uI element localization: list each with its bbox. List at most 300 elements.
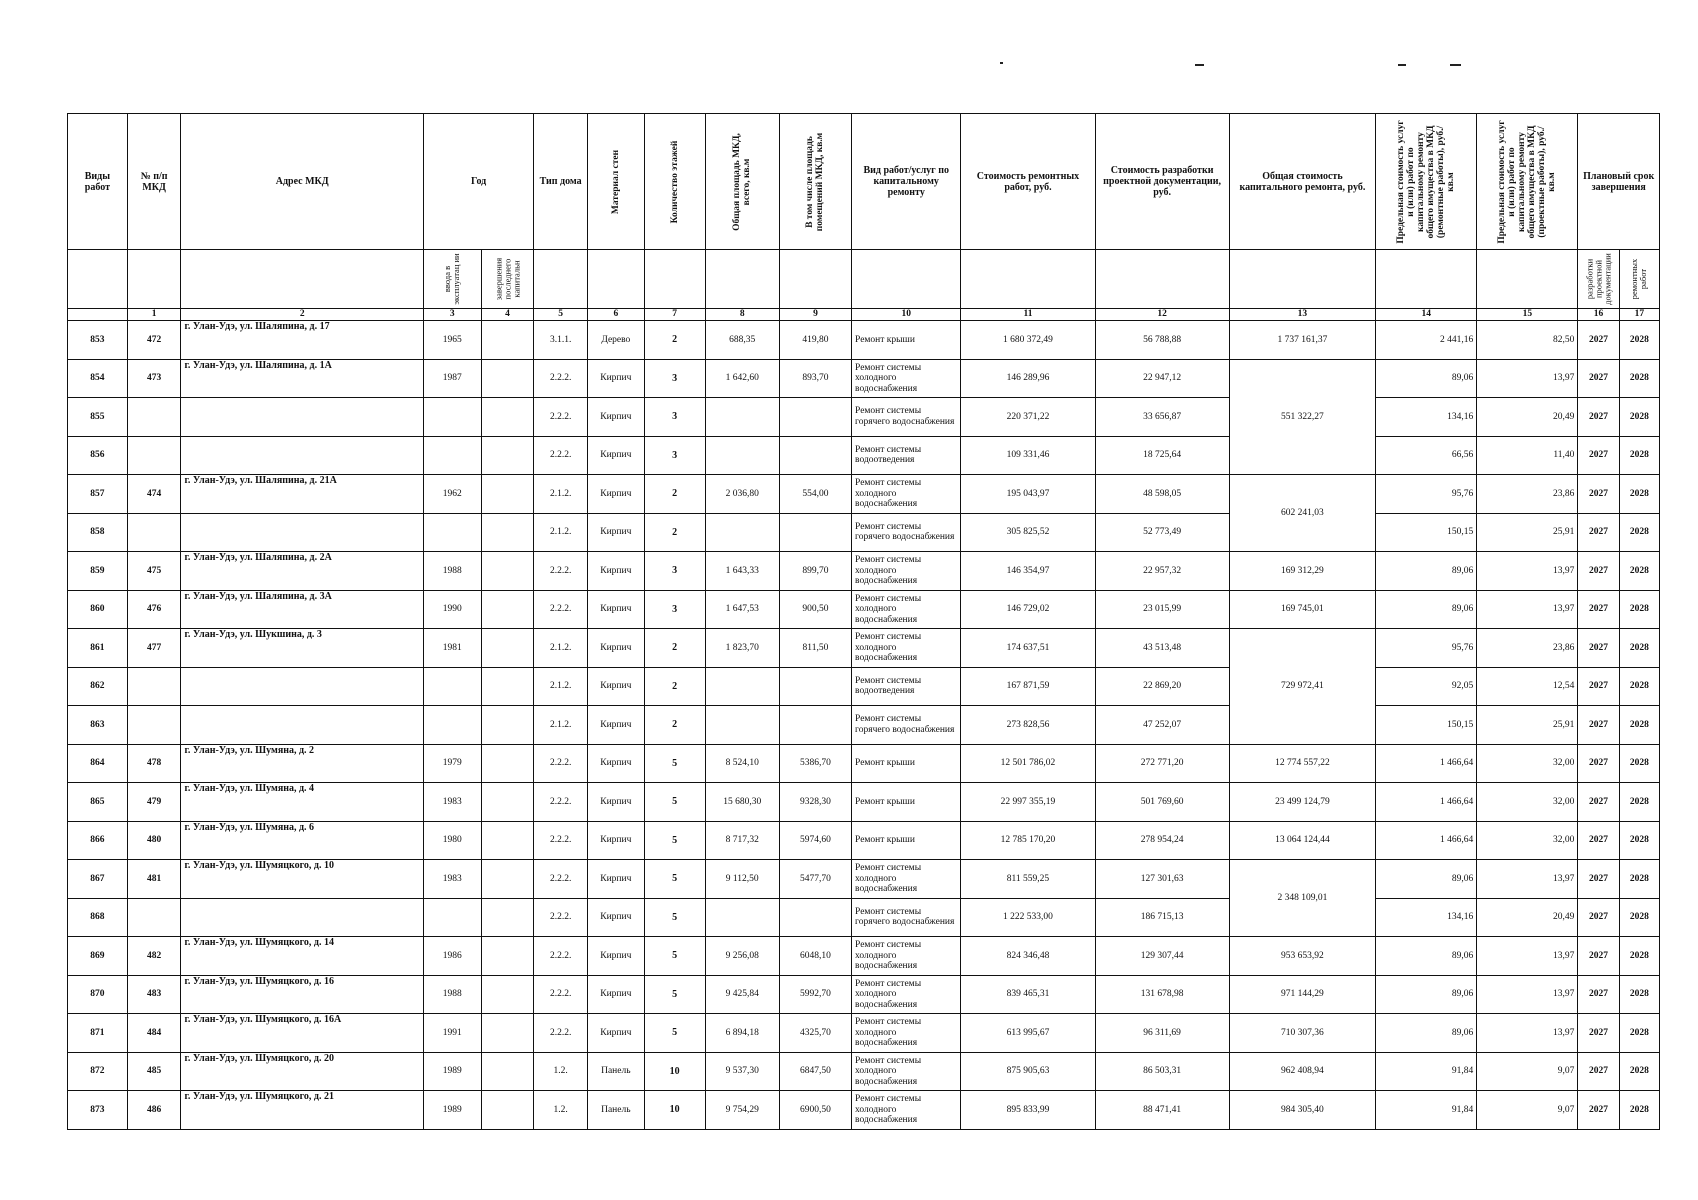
header-sub-empty [961, 250, 1095, 309]
row-number: 860 [68, 590, 128, 629]
repair-cost: 839 465,31 [961, 975, 1095, 1014]
year-commissioning [423, 436, 481, 475]
row-number: 861 [68, 629, 128, 668]
floors-count: 10 [644, 1052, 705, 1091]
limit-repair: 95,76 [1376, 475, 1477, 514]
header-wall-material: Материал стен [587, 114, 644, 250]
work-type: Ремонт системы горячего водоснабжения [852, 513, 961, 552]
design-cost: 96 311,69 [1095, 1014, 1229, 1053]
year-last-repair [481, 821, 534, 860]
header-repair-cost: Стоимость ремонтных работ, руб. [961, 114, 1095, 250]
house-type: 2.1.2. [534, 706, 588, 745]
repair-cost: 12 785 170,20 [961, 821, 1095, 860]
mkd-number: 475 [127, 552, 181, 591]
wall-material: Кирпич [587, 860, 644, 899]
year-last-repair [481, 975, 534, 1014]
mkd-number: 477 [127, 629, 181, 668]
mkd-number: 479 [127, 783, 181, 822]
plan-repair-year: 2028 [1619, 321, 1659, 360]
table-row [68, 744, 1660, 783]
limit-repair: 89,06 [1376, 975, 1477, 1014]
scan-mark [1000, 62, 1003, 64]
column-number: 17 [1619, 309, 1659, 321]
limit-design: 32,00 [1477, 783, 1578, 822]
column-number: 13 [1229, 309, 1376, 321]
header-sub-empty [705, 250, 779, 309]
limit-repair: 89,06 [1376, 590, 1477, 629]
limit-repair: 1 466,64 [1376, 783, 1477, 822]
wall-material: Кирпич [587, 821, 644, 860]
address-cell: г. Улан-Удэ, ул. Шумяцкого, д. 16 [181, 975, 423, 1014]
work-type: Ремонт крыши [852, 821, 961, 860]
repair-cost: 613 995,67 [961, 1014, 1095, 1053]
house-type: 1.2. [534, 1091, 588, 1130]
design-cost: 56 788,88 [1095, 321, 1229, 360]
column-number: 3 [423, 309, 481, 321]
column-number: 9 [779, 309, 851, 321]
wall-material: Дерево [587, 321, 644, 360]
repair-cost: 811 559,25 [961, 860, 1095, 899]
mkd-number: 482 [127, 937, 181, 976]
header-plan-repair: ремонтных работ [1619, 250, 1659, 309]
premises-area: 899,70 [779, 552, 851, 591]
total-cost: 2 348 109,01 [1229, 860, 1376, 937]
mkd-number [127, 706, 181, 745]
repair-cost: 195 043,97 [961, 475, 1095, 514]
plan-design-year: 2027 [1578, 975, 1619, 1014]
design-cost: 186 715,13 [1095, 898, 1229, 937]
header-sub-empty [779, 250, 851, 309]
table-row [68, 937, 1660, 976]
total-area: 9 537,30 [705, 1052, 779, 1091]
column-number: 15 [1477, 309, 1578, 321]
limit-repair: 1 466,64 [1376, 744, 1477, 783]
plan-repair-year: 2028 [1619, 783, 1659, 822]
limit-design: 9,07 [1477, 1091, 1578, 1130]
limit-repair: 92,05 [1376, 667, 1477, 706]
work-type: Ремонт системы холодного водоснабжения [852, 860, 961, 899]
year-last-repair [481, 783, 534, 822]
limit-design: 13,97 [1477, 359, 1578, 398]
address-cell: г. Улан-Удэ, ул. Шумяцкого, д. 10 [181, 860, 423, 899]
total-cost: 169 745,01 [1229, 590, 1376, 629]
year-commissioning: 1980 [423, 821, 481, 860]
row-number: 857 [68, 475, 128, 514]
year-commissioning: 1989 [423, 1052, 481, 1091]
plan-design-year: 2027 [1578, 398, 1619, 437]
repair-cost: 824 346,48 [961, 937, 1095, 976]
mkd-number: 476 [127, 590, 181, 629]
table-row [68, 359, 1660, 398]
column-number: 11 [961, 309, 1095, 321]
floors-count: 3 [644, 552, 705, 591]
design-cost: 127 301,63 [1095, 860, 1229, 899]
header-year-last-repair: завершения последнего капитальн [481, 250, 534, 309]
year-commissioning: 1988 [423, 552, 481, 591]
limit-design: 20,49 [1477, 898, 1578, 937]
header-total-cost: Общая стоимость капитального ремонта, руб. [1229, 114, 1376, 250]
design-cost: 88 471,41 [1095, 1091, 1229, 1130]
header-limit-repair: Предельная стоимость услуг и (или) работ по капитальному ремонту общего имущества в МКД (ремонтные работы), руб./кв.м [1376, 114, 1477, 250]
total-area: 9 754,29 [705, 1091, 779, 1130]
limit-design: 32,00 [1477, 821, 1578, 860]
table-row [68, 821, 1660, 860]
work-type: Ремонт системы холодного водоснабжения [852, 1052, 961, 1091]
address-cell: г. Улан-Удэ, ул. Шумяцкого, д. 20 [181, 1052, 423, 1091]
premises-area: 900,50 [779, 590, 851, 629]
repair-cost: 220 371,22 [961, 398, 1095, 437]
floors-count: 5 [644, 937, 705, 976]
design-cost: 501 769,60 [1095, 783, 1229, 822]
row-number: 862 [68, 667, 128, 706]
work-type: Ремонт системы водоотведения [852, 667, 961, 706]
total-cost: 23 499 124,79 [1229, 783, 1376, 822]
scan-mark [1195, 64, 1204, 66]
plan-repair-year: 2028 [1619, 1052, 1659, 1091]
header-sub-empty [127, 250, 181, 309]
limit-design: 20,49 [1477, 398, 1578, 437]
floors-count: 2 [644, 513, 705, 552]
house-type: 2.2.2. [534, 898, 588, 937]
limit-repair: 134,16 [1376, 398, 1477, 437]
plan-design-year: 2027 [1578, 475, 1619, 514]
limit-design: 82,50 [1477, 321, 1578, 360]
limit-repair: 89,06 [1376, 1014, 1477, 1053]
year-last-repair [481, 359, 534, 398]
plan-design-year: 2027 [1578, 629, 1619, 668]
limit-design: 25,91 [1477, 513, 1578, 552]
plan-repair-year: 2028 [1619, 667, 1659, 706]
header-limit-design: Предельная стоимость услуг и (или) работ по капитальному ремонту общего имущества в МКД (проектные работы), руб./кв.м [1477, 114, 1578, 250]
premises-area [779, 898, 851, 937]
year-last-repair [481, 744, 534, 783]
house-type: 2.2.2. [534, 783, 588, 822]
premises-area [779, 706, 851, 745]
capital-repair-table [67, 113, 1660, 1130]
wall-material: Кирпич [587, 706, 644, 745]
house-type: 2.2.2. [534, 552, 588, 591]
floors-count: 3 [644, 398, 705, 437]
limit-design: 9,07 [1477, 1052, 1578, 1091]
table-row [68, 667, 1660, 706]
wall-material: Панель [587, 1052, 644, 1091]
total-cost: 953 653,92 [1229, 937, 1376, 976]
mkd-number [127, 898, 181, 937]
work-type: Ремонт системы холодного водоснабжения [852, 552, 961, 591]
mkd-number [127, 667, 181, 706]
repair-cost: 875 905,63 [961, 1052, 1095, 1091]
house-type: 2.2.2. [534, 821, 588, 860]
column-number-row [68, 309, 1660, 321]
house-type: 2.1.2. [534, 667, 588, 706]
year-last-repair [481, 1091, 534, 1130]
header-sub-empty [68, 250, 128, 309]
header-sub-empty [852, 250, 961, 309]
header-year: Год [423, 114, 533, 250]
house-type: 2.2.2. [534, 590, 588, 629]
address-cell: г. Улан-Удэ, ул. Шаляпина, д. 2А [181, 552, 423, 591]
work-type: Ремонт системы холодного водоснабжения [852, 359, 961, 398]
row-number: 870 [68, 975, 128, 1014]
address-cell: г. Улан-Удэ, ул. Шаляпина, д. 3А [181, 590, 423, 629]
plan-design-year: 2027 [1578, 937, 1619, 976]
plan-repair-year: 2028 [1619, 552, 1659, 591]
year-last-repair [481, 860, 534, 899]
total-cost: 169 312,29 [1229, 552, 1376, 591]
year-commissioning: 1990 [423, 590, 481, 629]
design-cost: 43 513,48 [1095, 629, 1229, 668]
premises-area: 6048,10 [779, 937, 851, 976]
limit-design: 25,91 [1477, 706, 1578, 745]
floors-count: 2 [644, 321, 705, 360]
limit-repair: 89,06 [1376, 552, 1477, 591]
column-number: 6 [587, 309, 644, 321]
floors-count: 5 [644, 898, 705, 937]
total-area: 8 717,32 [705, 821, 779, 860]
mkd-number: 486 [127, 1091, 181, 1130]
limit-repair: 2 441,16 [1376, 321, 1477, 360]
house-type: 2.2.2. [534, 398, 588, 437]
premises-area: 5386,70 [779, 744, 851, 783]
wall-material: Панель [587, 1091, 644, 1130]
limit-repair: 91,84 [1376, 1052, 1477, 1091]
total-area: 6 894,18 [705, 1014, 779, 1053]
address-cell: г. Улан-Удэ, ул. Шукшина, д. 3 [181, 629, 423, 668]
work-type: Ремонт системы холодного водоснабжения [852, 975, 961, 1014]
table-row [68, 706, 1660, 745]
premises-area: 5477,70 [779, 860, 851, 899]
house-type: 2.2.2. [534, 860, 588, 899]
mkd-number: 481 [127, 860, 181, 899]
premises-area: 811,50 [779, 629, 851, 668]
year-commissioning: 1983 [423, 860, 481, 899]
year-commissioning: 1988 [423, 975, 481, 1014]
year-last-repair [481, 1014, 534, 1053]
design-cost: 18 725,64 [1095, 436, 1229, 475]
table-row [68, 475, 1660, 514]
year-last-repair [481, 321, 534, 360]
column-number: 8 [705, 309, 779, 321]
total-area: 688,35 [705, 321, 779, 360]
column-number: 12 [1095, 309, 1229, 321]
plan-repair-year: 2028 [1619, 398, 1659, 437]
row-number: 869 [68, 937, 128, 976]
premises-area: 419,80 [779, 321, 851, 360]
year-last-repair [481, 436, 534, 475]
year-last-repair [481, 475, 534, 514]
address-cell: г. Улан-Удэ, ул. Шаляпина, д. 17 [181, 321, 423, 360]
work-type: Ремонт системы горячего водоснабжения [852, 398, 961, 437]
header-sub-empty [1477, 250, 1578, 309]
column-number: 16 [1578, 309, 1619, 321]
total-area [705, 706, 779, 745]
design-cost: 129 307,44 [1095, 937, 1229, 976]
design-cost: 48 598,05 [1095, 475, 1229, 514]
total-cost: 1 737 161,37 [1229, 321, 1376, 360]
floors-count: 5 [644, 860, 705, 899]
mkd-number [127, 513, 181, 552]
table-row [68, 321, 1660, 360]
table-row [68, 629, 1660, 668]
plan-design-year: 2027 [1578, 321, 1619, 360]
design-cost: 22 957,32 [1095, 552, 1229, 591]
house-type: 3.1.1. [534, 321, 588, 360]
design-cost: 272 771,20 [1095, 744, 1229, 783]
table-row [68, 860, 1660, 899]
limit-design: 13,97 [1477, 937, 1578, 976]
plan-repair-year: 2028 [1619, 860, 1659, 899]
limit-design: 13,97 [1477, 590, 1578, 629]
work-type: Ремонт крыши [852, 783, 961, 822]
limit-design: 32,00 [1477, 744, 1578, 783]
header-design-cost: Стоимость разработки проектной документации, руб. [1095, 114, 1229, 250]
total-cost: 13 064 124,44 [1229, 821, 1376, 860]
header-work-kind: Виды работ [68, 114, 128, 250]
year-commissioning: 1991 [423, 1014, 481, 1053]
floors-count: 10 [644, 1091, 705, 1130]
plan-design-year: 2027 [1578, 436, 1619, 475]
year-commissioning: 1987 [423, 359, 481, 398]
total-cost: 12 774 557,22 [1229, 744, 1376, 783]
plan-repair-year: 2028 [1619, 744, 1659, 783]
header-floors: Количество этажей [644, 114, 705, 250]
row-number: 868 [68, 898, 128, 937]
work-type: Ремонт системы холодного водоснабжения [852, 1091, 961, 1130]
repair-cost: 174 637,51 [961, 629, 1095, 668]
total-area: 1 643,33 [705, 552, 779, 591]
total-area: 1 642,60 [705, 359, 779, 398]
plan-repair-year: 2028 [1619, 821, 1659, 860]
address-cell: г. Улан-Удэ, ул. Шумяцкого, д. 21 [181, 1091, 423, 1130]
floors-count: 5 [644, 1014, 705, 1053]
design-cost: 278 954,24 [1095, 821, 1229, 860]
repair-cost: 12 501 786,02 [961, 744, 1095, 783]
house-type: 1.2. [534, 1052, 588, 1091]
floors-count: 3 [644, 359, 705, 398]
house-type: 2.2.2. [534, 937, 588, 976]
row-number: 859 [68, 552, 128, 591]
plan-repair-year: 2028 [1619, 898, 1659, 937]
header-sub-empty [534, 250, 588, 309]
plan-design-year: 2027 [1578, 359, 1619, 398]
year-last-repair [481, 552, 534, 591]
wall-material: Кирпич [587, 898, 644, 937]
header-mkd-number: № п/п МКД [127, 114, 181, 250]
premises-area [779, 436, 851, 475]
plan-repair-year: 2028 [1619, 513, 1659, 552]
mkd-number [127, 398, 181, 437]
work-type: Ремонт системы горячего водоснабжения [852, 706, 961, 745]
row-number: 853 [68, 321, 128, 360]
floors-count: 5 [644, 821, 705, 860]
header-total-area: Общая площадь МКД, всего, кв.м [705, 114, 779, 250]
wall-material: Кирпич [587, 744, 644, 783]
mkd-number: 484 [127, 1014, 181, 1053]
mkd-number: 478 [127, 744, 181, 783]
total-cost: 962 408,94 [1229, 1052, 1376, 1091]
plan-repair-year: 2028 [1619, 1014, 1659, 1053]
wall-material: Кирпич [587, 436, 644, 475]
house-type: 2.1.2. [534, 629, 588, 668]
row-number: 863 [68, 706, 128, 745]
address-cell [181, 398, 423, 437]
table-row [68, 513, 1660, 552]
scan-mark [1398, 64, 1406, 66]
plan-repair-year: 2028 [1619, 359, 1659, 398]
total-area [705, 436, 779, 475]
table-body [68, 321, 1660, 1130]
floors-count: 2 [644, 629, 705, 668]
plan-design-year: 2027 [1578, 744, 1619, 783]
premises-area: 9328,30 [779, 783, 851, 822]
mkd-number: 480 [127, 821, 181, 860]
premises-area [779, 667, 851, 706]
year-last-repair [481, 1052, 534, 1091]
column-number: 4 [481, 309, 534, 321]
year-last-repair [481, 590, 534, 629]
limit-repair: 66,56 [1376, 436, 1477, 475]
limit-design: 23,86 [1477, 629, 1578, 668]
table-row [68, 898, 1660, 937]
house-type: 2.2.2. [534, 1014, 588, 1053]
house-type: 2.1.2. [534, 475, 588, 514]
premises-area: 6847,50 [779, 1052, 851, 1091]
limit-design: 13,97 [1477, 860, 1578, 899]
limit-design: 12,54 [1477, 667, 1578, 706]
house-type: 2.2.2. [534, 975, 588, 1014]
plan-repair-year: 2028 [1619, 975, 1659, 1014]
total-area: 8 524,10 [705, 744, 779, 783]
year-last-repair [481, 937, 534, 976]
limit-repair: 95,76 [1376, 629, 1477, 668]
plan-repair-year: 2028 [1619, 706, 1659, 745]
work-type: Ремонт системы горячего водоснабжения [852, 898, 961, 937]
plan-repair-year: 2028 [1619, 1091, 1659, 1130]
work-type: Ремонт системы холодного водоснабжения [852, 629, 961, 668]
plan-repair-year: 2028 [1619, 937, 1659, 976]
column-number: 7 [644, 309, 705, 321]
table-row [68, 1052, 1660, 1091]
plan-design-year: 2027 [1578, 667, 1619, 706]
row-number: 855 [68, 398, 128, 437]
year-last-repair [481, 706, 534, 745]
year-commissioning: 1989 [423, 1091, 481, 1130]
table-row [68, 1091, 1660, 1130]
plan-design-year: 2027 [1578, 860, 1619, 899]
design-cost: 131 678,98 [1095, 975, 1229, 1014]
plan-design-year: 2027 [1578, 552, 1619, 591]
row-number: 872 [68, 1052, 128, 1091]
year-commissioning [423, 898, 481, 937]
header-year-commissioning: ввода в эксплуатац ии [423, 250, 481, 309]
column-number: 1 [127, 309, 181, 321]
row-number: 856 [68, 436, 128, 475]
limit-repair: 1 466,64 [1376, 821, 1477, 860]
mkd-number [127, 436, 181, 475]
floors-count: 2 [644, 667, 705, 706]
total-cost: 602 241,03 [1229, 475, 1376, 552]
repair-cost: 273 828,56 [961, 706, 1095, 745]
work-type: Ремонт системы водоотведения [852, 436, 961, 475]
work-type: Ремонт крыши [852, 744, 961, 783]
header-sub-empty [587, 250, 644, 309]
work-type: Ремонт системы холодного водоснабжения [852, 590, 961, 629]
header-plan-term: Плановый срок завершения [1578, 114, 1660, 250]
year-commissioning [423, 398, 481, 437]
wall-material: Кирпич [587, 475, 644, 514]
wall-material: Кирпич [587, 975, 644, 1014]
repair-cost: 146 729,02 [961, 590, 1095, 629]
